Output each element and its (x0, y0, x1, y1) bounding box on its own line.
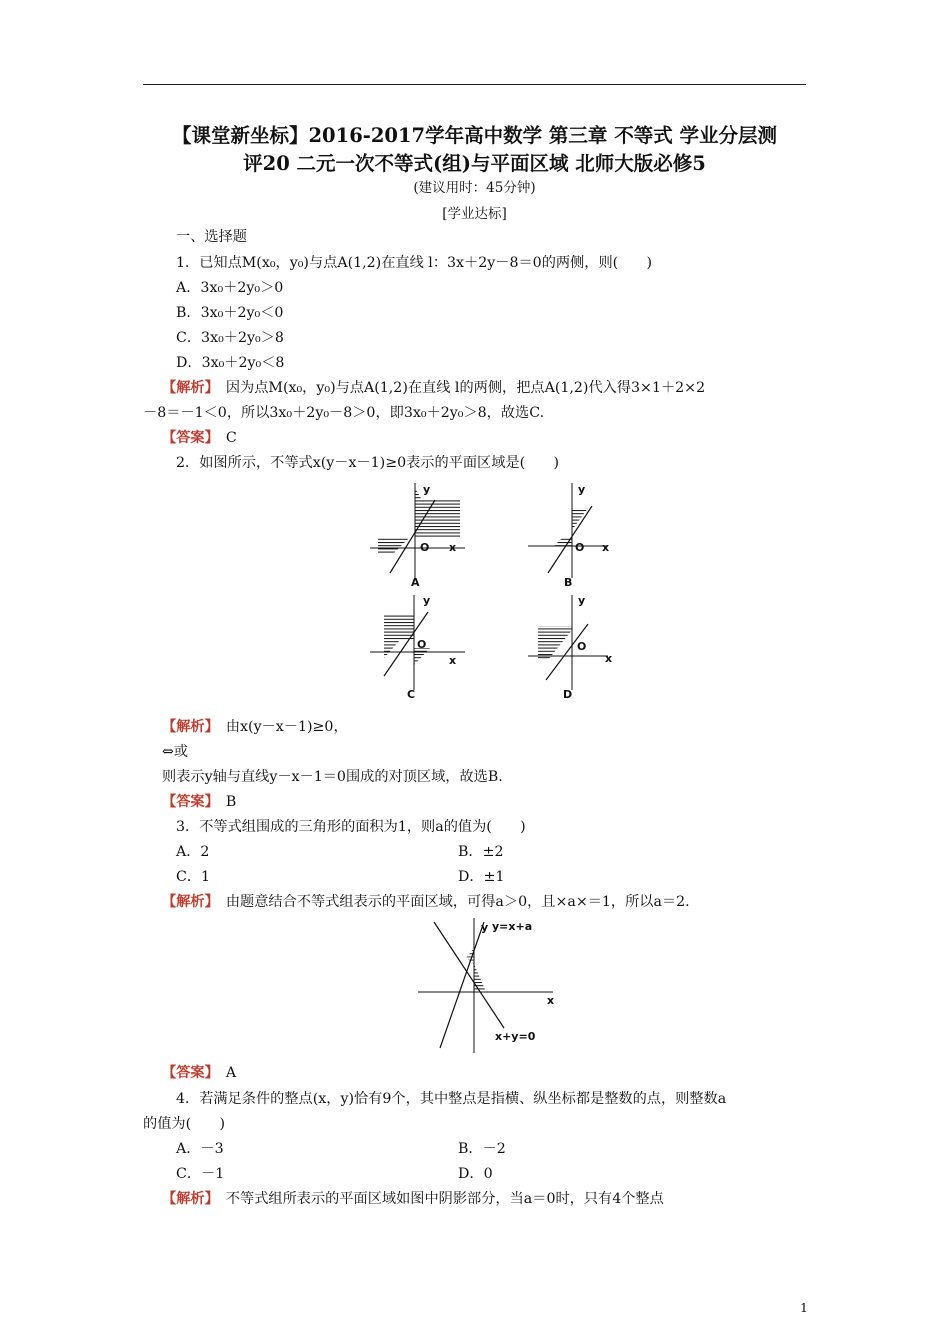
q1-analysis-line1 (162, 377, 705, 397)
q3-option-b: B．±2 (458, 844, 504, 860)
fig-a-origin-label: O (420, 541, 430, 554)
q3-option-d: D．±1 (458, 869, 505, 885)
q4-stem-line2: 的值为( ) (143, 1116, 226, 1132)
fig-c-x-label: x (449, 654, 457, 667)
q4-option-b: B．－2 (458, 1141, 506, 1157)
fig-a-x-label: x (449, 541, 457, 554)
doc-title-line1: 【课堂新坐标】2016-2017学年高中数学 第三章 不等式 学业分层测 (171, 124, 777, 147)
q1-option-c: C．3x₀＋2y₀＞8 (176, 330, 284, 346)
q4-stem-line1: 4．若满足条件的整点(x，y)恰有9个，其中整点是指横、纵坐标都是整数的点，则整数a (176, 1091, 727, 1107)
q3-analysis-line1 (162, 891, 690, 911)
q1-option-d: D．3x₀＋2y₀＜8 (176, 355, 285, 371)
q3-figure (418, 918, 563, 1058)
q1-analysis-text: 因为点M(x₀，y₀)与点A(1,2)在直线 l的两侧，把点A(1,2)代入得3×1＋2×2 (225, 380, 706, 396)
q1-answer-value: C (225, 430, 237, 446)
q1-stem: 1．已知点M(x₀，y₀)与点A(1,2)在直线 l：3x＋2y－8＝0的两侧，则( ) (176, 255, 653, 271)
section-bracket: [学业达标] (442, 206, 507, 222)
fig-c-y-label: y (423, 594, 431, 607)
fig-b-origin-label: O (575, 541, 585, 554)
q4-analysis-line1 (162, 1188, 664, 1208)
q3-answer (162, 1062, 236, 1082)
q2-figure-d (528, 590, 618, 690)
q4-option-c: C．－1 (176, 1166, 225, 1182)
answer-tag: 【答案】 (162, 1065, 212, 1081)
q2-answer (162, 791, 236, 811)
q1-option-b: B．3x₀＋2y₀＜0 (176, 305, 284, 321)
fig-b-y-label: y (578, 483, 586, 496)
fig-b-x-label: x (602, 541, 610, 554)
doc-title-line2: 评20 二元一次不等式(组)与平面区域 北师大版必修5 (243, 152, 706, 175)
q3-fig-x-label: x (547, 994, 555, 1007)
analysis-tag: 【解析】 (162, 380, 212, 396)
q3-option-c: C．1 (176, 869, 211, 885)
q3-analysis-text: 由题意结合不等式组表示的平面区域，可得a＞0，且×a×＝1，所以a＝2. (225, 894, 690, 910)
q4-option-a: A．－3 (176, 1141, 224, 1157)
q2-analysis-text: 由x(y－x－1)≥0， (225, 719, 348, 735)
analysis-tag: 【解析】 (162, 719, 212, 735)
analysis-tag: 【解析】 (162, 894, 212, 910)
q3-option-a: A．2 (176, 844, 210, 860)
fig-d-x-label: x (605, 652, 613, 665)
q2-analysis-line3: 则表示y轴与直线y－x－1＝0围成的对顶区域，故选B. (162, 769, 503, 785)
q2-figure-a (370, 478, 470, 578)
q3-fig-y-label: y (481, 921, 489, 934)
fig-a-caption: A (411, 576, 420, 589)
fig-d-caption: D (563, 688, 573, 701)
analysis-tag: 【解析】 (162, 1191, 212, 1207)
q4-analysis-text: 不等式组所表示的平面区域如图中阴影部分，当a＝0时，只有4个整点 (225, 1191, 664, 1207)
q3-answer-value: A (225, 1065, 237, 1081)
top-rule (143, 84, 806, 85)
q2-answer-value: B (225, 794, 237, 810)
q3-fig-line1-label: y=x+a (492, 920, 533, 933)
q2-analysis-line1 (162, 716, 348, 736)
q4-option-d: D．0 (458, 1166, 493, 1182)
q1-answer (162, 427, 237, 447)
answer-tag: 【答案】 (162, 794, 212, 810)
q3-fig-line2-label: x+y=0 (495, 1030, 536, 1043)
fig-c-caption: C (407, 688, 416, 701)
fig-b-caption: B (564, 576, 573, 589)
time-note: (建议用时：45分钟) (413, 180, 536, 196)
q2-figure-b (528, 478, 618, 578)
q1-analysis-line2: －8＝－1＜0，所以3x₀＋2y₀－8＞0，即3x₀＋2y₀＞8，故选C. (143, 405, 545, 421)
fig-d-origin-label: O (577, 640, 587, 653)
q2-stem: 2．如图所示，不等式x(y－x－1)≥0表示的平面区域是( ) (176, 455, 560, 471)
fig-d-y-label: y (578, 594, 586, 607)
page-number: 1 (800, 1300, 808, 1315)
fig-a-y-label: y (423, 483, 431, 496)
answer-tag: 【答案】 (162, 430, 212, 446)
section-heading: 一、选择题 (176, 229, 247, 245)
q1-option-a: A．3x₀＋2y₀＞0 (176, 280, 284, 296)
fig-c-origin-label: O (417, 638, 427, 651)
q3-stem: 3．不等式组围成的三角形的面积为1，则a的值为( ) (176, 819, 526, 835)
q2-analysis-line2: ⇔或 (162, 744, 189, 760)
